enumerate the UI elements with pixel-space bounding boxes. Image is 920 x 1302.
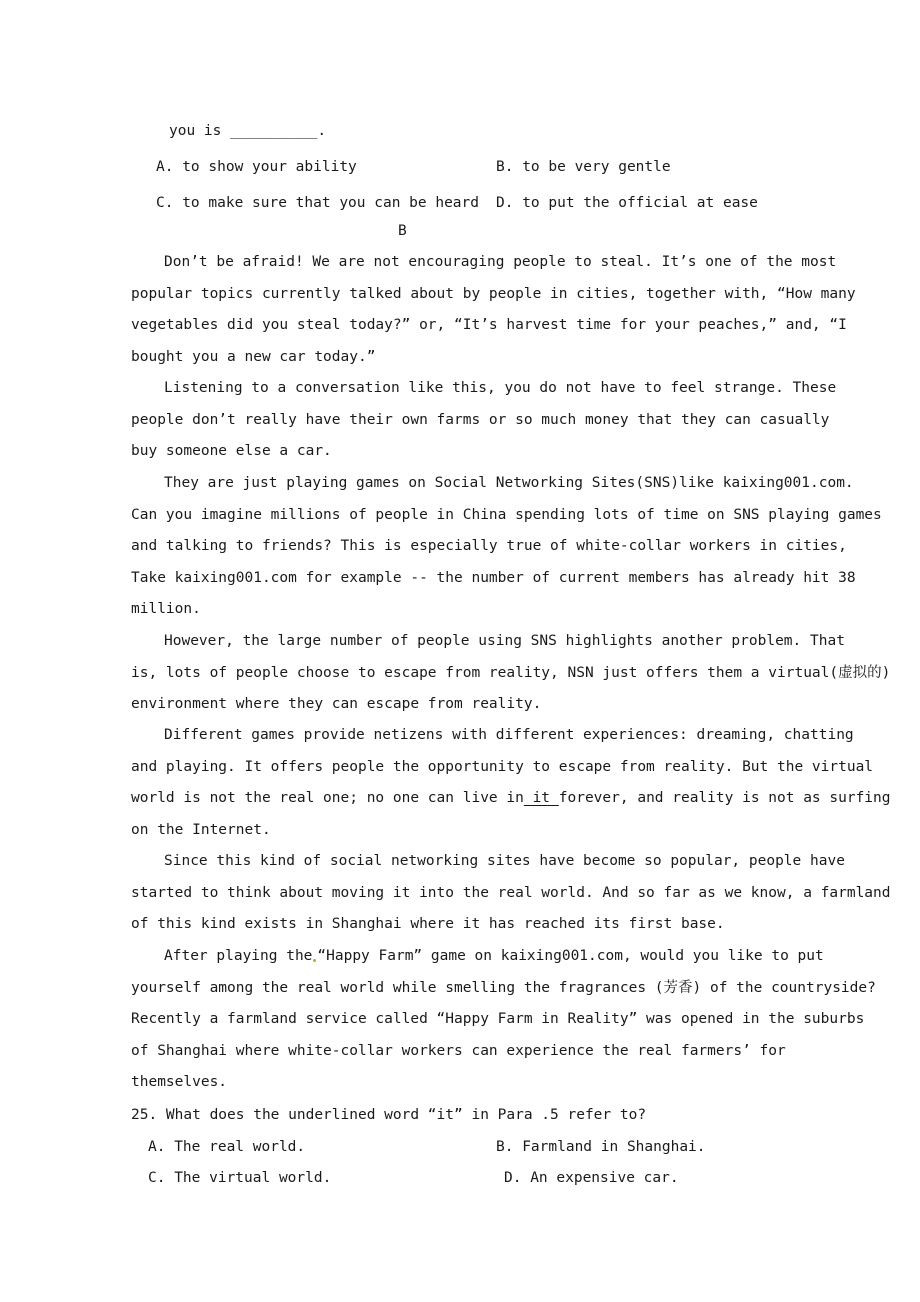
paragraph-line: themselves. (131, 1074, 228, 1090)
q25-option-a: A. The real world. (148, 1139, 306, 1155)
underlined-word-it: it (523, 790, 559, 806)
paragraph-line: Since this kind of social networking sites have become so popular, people have (164, 853, 845, 869)
passage-paragraph-6 (131, 846, 891, 941)
question-stem-tail (169, 121, 326, 141)
section-label: B (398, 223, 407, 239)
passage-paragraph-2 (131, 373, 837, 468)
prev-option-c: C. to make sure that you can be heard (156, 195, 480, 211)
q25-option-d: D. An expensive car. (504, 1170, 679, 1186)
paragraph-line: Take kaixing001.com for example -- the number of current members has already hit 38 (131, 569, 856, 586)
answer-blank: __________ (230, 123, 318, 139)
paragraph-line: vegetables did you steal today?” or, “It’s harvest time for your peaches,” and, “I (131, 317, 847, 333)
prev-option-a: A. to show your ability (156, 159, 357, 175)
paragraph-line: of this kind exists in Shanghai where it has reached its first base. (131, 916, 725, 932)
scan-dot-mark (313, 959, 316, 962)
paragraph-line: environment where they can escape from reality. (131, 696, 542, 712)
line-segment: forever, and reality is not as surfing (558, 790, 891, 806)
paragraph-line: and playing. It offers people the opportunity to escape from reality. But the virtual (131, 758, 874, 775)
passage-paragraph-1 (131, 247, 856, 373)
paragraph-line: Listening to a conversation like this, you do not have to feel strange. These (164, 380, 837, 396)
paragraph-line: However, the large number of people using SNS highlights another problem. That (164, 633, 845, 649)
paragraph-line: on the Internet. (131, 821, 271, 838)
line-segment: world is not the real one; no one can live in (131, 790, 524, 806)
prev-option-b: B. to be very gentle (496, 159, 671, 175)
paragraph-line: started to think about moving it into the real world. And so far as we know, a farmland (131, 884, 891, 901)
passage-paragraph-5 (131, 720, 891, 846)
paragraph-line: popular topics currently talked about by people in cities, together with, “How many (131, 285, 856, 302)
paragraph-line: of Shanghai where white-collar workers can experience the real farmers’ for (131, 1042, 786, 1059)
paragraph-line (131, 941, 831, 973)
paragraph-line: is, lots of people choose to escape from reality, NSN just offers them a virtual(虚拟的) (131, 664, 891, 681)
paragraph-line: bought you a new car today.” (131, 348, 376, 365)
paragraph-line: Can you imagine millions of people in China spending lots of time on SNS playing games (131, 506, 882, 523)
paragraph-line: Recently a farmland service called “Happy Farm in Reality” was opened in the suburbs (131, 1011, 865, 1027)
paragraph-line: yourself among the real world while smelling the fragrances (芳香) of the countryside? (131, 979, 876, 996)
prev-option-d: D. to put the official at ease (496, 195, 758, 211)
paragraph-line: They are just playing games on Social Networking Sites(SNS)like kaixing001.com. (164, 475, 854, 491)
paragraph-line: Don’t be afraid! We are not encouraging people to steal. It’s one of the most (164, 254, 837, 270)
paragraph-line: million. (131, 601, 201, 617)
stem-text: you is (169, 123, 231, 139)
paragraph-line: people don’t really have their own farms or so much money that they can casually (131, 411, 830, 428)
passage-paragraph-4 (131, 626, 891, 721)
passage-paragraph-7 (131, 941, 876, 1099)
paragraph-line: buy someone else a car. (131, 443, 332, 459)
line-segment: After playing the (164, 948, 313, 964)
passage-paragraph-3 (131, 468, 882, 626)
question-25-stem: 25. What does the underlined word “it” in Para .5 refer to? (131, 1107, 647, 1123)
paragraph-line (131, 783, 891, 815)
q25-option-b: B. Farmland in Shanghai. (496, 1139, 706, 1155)
stem-end: . (317, 123, 327, 139)
q25-option-c: C. The virtual world. (148, 1170, 332, 1186)
paragraph-line: and talking to friends? This is especially true of white-collar workers in cities, (131, 538, 847, 554)
paragraph-line: Different games provide netizens with different experiences: dreaming, chatting (164, 727, 854, 743)
line-segment: “Happy Farm” game on kaixing001.com, would you like to put (317, 948, 824, 964)
